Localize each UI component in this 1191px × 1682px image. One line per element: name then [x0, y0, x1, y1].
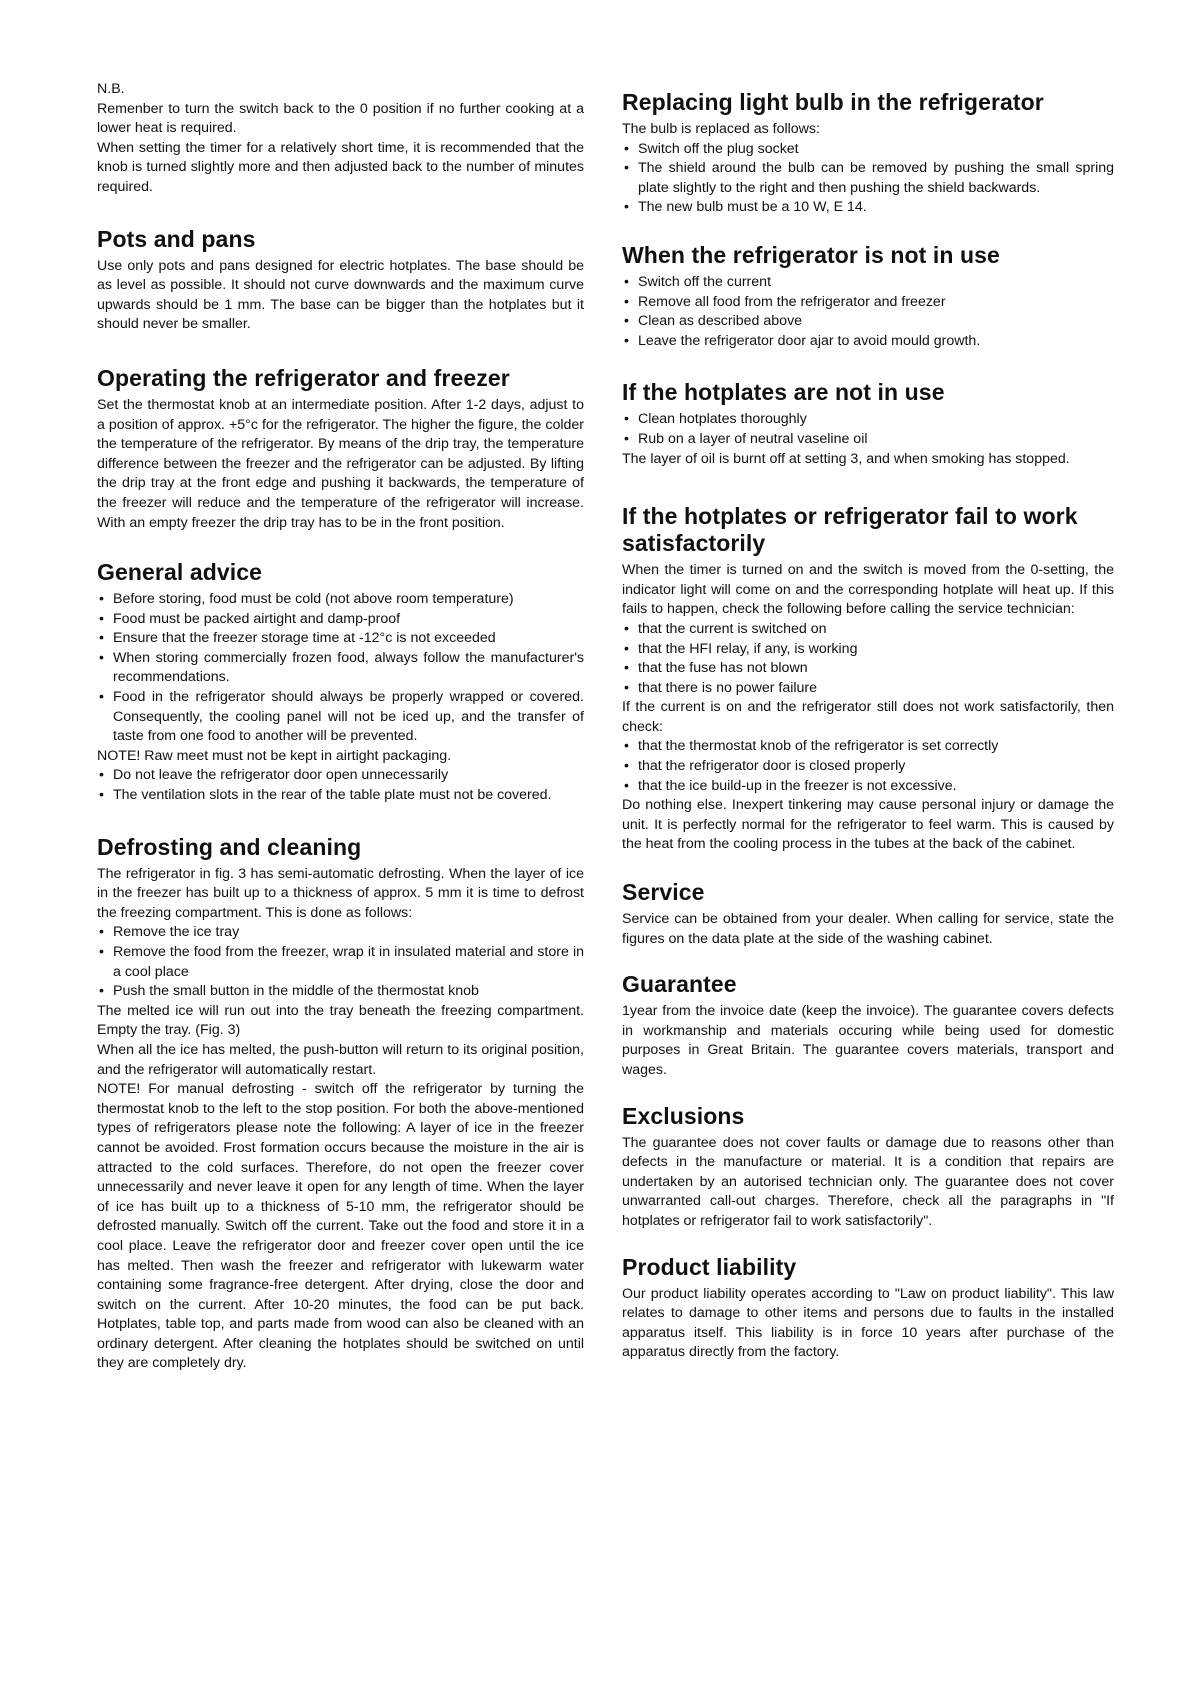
exclusions-heading: Exclusions — [622, 1102, 745, 1129]
list-item: • that the thermostat knob of the refrigerator is set correctly — [622, 737, 1114, 757]
general-advice-list-2 — [97, 766, 584, 805]
list-item: • Switch off the current — [622, 273, 1114, 293]
not-in-use-list — [622, 273, 1114, 351]
defrosting-intro: The refrigerator in fig. 3 has semi-automatic defrosting. When the layer of ice in the freezer has built up to a thickness of approx. 5 mm it is time to defrost the freezing compartment. This is done as follows: — [97, 865, 584, 921]
product-liability-heading: Product liability — [622, 1253, 797, 1280]
operating-text: Set the thermostat knob at an intermediate position. After 1-2 days, adjust to a position of approx. +5°c for the refrigerator. The higher the figure, the colder the temperature of the refrigerator. By means of the drip tray, the temperature difference between the freezer and the refrigerator can be adjusted. By lifting the drip tray at the front edge and pushing it backwards, the temperature of the freezer will reduce and the temperature of the refrigerator will increase. With an empty freezer the drip tray has to be in the front position. — [97, 396, 584, 531]
operating-heading: Operating the refrigerator and freezer — [97, 364, 510, 391]
exclusions-text: The guarantee does not cover faults or damage due to reasons other than defects in the manufacture or material. It is a condition that repairs are undertaken by an autorised technician only. The guarantee does not cover unwarranted call-out charges. Therefore, check all the paragraphs in "If hotplates or refrigerator fail to work satisfactorily". — [622, 1134, 1114, 1229]
nb-section — [97, 80, 584, 198]
product-liability-section — [622, 1254, 1114, 1363]
service-section — [622, 879, 1114, 949]
not-in-use-section — [622, 242, 1114, 351]
product-liability-text: Our product liability operates according to "Law on product liability". This law relates to damage to other items and persons due to faults in the installed apparatus itself. This liability is in force 10 years after purchase of the apparatus directly from the factory. — [622, 1285, 1114, 1361]
list-item: • Before storing, food must be cold (not above room temperature) — [97, 590, 584, 610]
list-item: • Remove the ice tray — [97, 923, 584, 943]
list-item: • that the current is switched on — [622, 620, 1114, 640]
list-item: • that the HFI relay, if any, is working — [622, 640, 1114, 660]
guarantee-text: 1year from the invoice date (keep the invoice). The guarantee covers defects in workmanship and materials occuring while being used for domestic purposes in Great Britain. The guarantee covers materials, transport and wages. — [622, 1003, 1114, 1078]
guarantee-heading: Guarantee — [622, 971, 737, 998]
left-column — [97, 80, 584, 1374]
list-item: • Clean hotplates thoroughly — [622, 410, 1114, 430]
list-item: • Leave the refrigerator door ajar to avoid mould growth. — [622, 332, 1114, 352]
list-item: • When storing commercially frozen food, always follow the manufacturer's recommendations. — [97, 649, 584, 688]
operating-section — [97, 365, 584, 533]
guarantee-section — [622, 971, 1114, 1080]
defrosting-paragraph-3: NOTE! For manual defrosting - switch off the refrigerator by turning the thermostat knob to the left to the stop position. For both the above-mentioned types of refrigerators please note the following: A layer of ice in the freezer cannot be avoided. Frost formation occurs because the moisture in the air is attracted to the cold surfaces. Therefore, do not open the freezer cover unnecessarily and never leave it open for any length of time. When the layer of ice has built up to a thickness of 5-10 mm, the refrigerator should be defrosted manually. Switch off the current. Take out the food and store it in a cool place. Leave the refrigerator door and freezer cover open until the ice has melted. Then wash the freezer and refrigerator with lukewarm water containing some fragrance-free detergent. After drying, close the door and switch on the current. After 10-20 minutes, the food can be put back. Hotplates, table top, and parts made from wood can also be cleaned with an ordinary detergent. After cleaning the hotplates should be switched on until they are completely dry. — [97, 1081, 584, 1372]
fail-to-work-list — [622, 620, 1114, 698]
list-item: • Remove all food from the refrigerator and freezer — [622, 293, 1114, 313]
nb-paragraph-1: Remenber to turn the switch back to the 0 position if no further cooking at a lower heat is required. — [97, 100, 584, 137]
nb-paragraph-2: When setting the timer for a relatively short time, it is recommended that the knob is turned slightly more and then adjusted back to the number of minutes required. — [97, 139, 584, 195]
fail-to-work-intro: When the timer is turned on and the switch is moved from the 0-setting, the indicator light will come on and the corresponding hotplate will heat up. If this fails to happen, check the following before calling the service technician: — [622, 562, 1114, 618]
list-item: • Rub on a layer of neutral vaseline oil — [622, 430, 1114, 450]
list-item: • Food must be packed airtight and damp-proof — [97, 610, 584, 630]
hotplates-not-in-use-section — [622, 379, 1114, 469]
bulb-heading: Replacing light bulb in the refrigerator — [622, 89, 1044, 115]
fail-to-work-mid: If the current is on and the refrigerator still does not work satisfactorily, then check: — [622, 699, 1114, 735]
list-item: • Clean as described above — [622, 312, 1114, 332]
general-advice-heading: General advice — [97, 559, 263, 586]
exclusions-section — [622, 1103, 1114, 1232]
general-advice-note: NOTE! Raw meet must not be kept in airtight packaging. — [97, 747, 452, 764]
pots-section — [97, 226, 584, 335]
defrosting-paragraph-2: When all the ice has melted, the push-button will return to its original position, and the refrigerator will automatically restart. — [97, 1041, 584, 1078]
list-item: • that the ice build-up in the freezer is not excessive. — [622, 777, 1114, 797]
fail-to-work-section — [622, 503, 1114, 855]
not-in-use-heading: When the refrigerator is not in use — [622, 241, 1000, 268]
defrosting-list — [97, 923, 584, 1001]
list-item: • Food in the refrigerator should always be properly wrapped or covered. Consequently, the cooling panel will not be iced up, and the transfer of taste from one food to another will be prevented. — [97, 688, 584, 747]
pots-text: Use only pots and pans designed for electric hotplates. The base should be as level as possible. It should not curve downwards and the maximum curve upwards should be 1 mm. The base can be bigger than the hotplates but it should never be smaller. — [97, 257, 584, 333]
hotplates-list — [622, 410, 1114, 449]
general-advice-list — [97, 590, 584, 747]
service-heading: Service — [622, 879, 705, 906]
list-item: • that the fuse has not blown — [622, 659, 1114, 679]
fail-to-work-outro: Do nothing else. Inexpert tinkering may cause personal injury or damage the unit. It is perfectly normal for the refrigerator to feel warm. This is caused by the heat from the cooling process in the tubes at the back of the cabinet. — [622, 797, 1114, 853]
list-item: • The new bulb must be a 10 W, E 14. — [622, 198, 1114, 218]
fail-to-work-list-2 — [622, 737, 1114, 796]
list-item: • The shield around the bulb can be removed by pushing the small spring plate slightly to the right and then pushing the shield backwards. — [622, 159, 1114, 198]
list-item: • Remove the food from the freezer, wrap it in insulated material and store in a cool place — [97, 943, 584, 982]
bulb-section — [622, 89, 1114, 218]
list-item: • Switch off the plug socket — [622, 140, 1114, 160]
nb-label: N.B. — [97, 81, 125, 97]
list-item: • Push the small button in the middle of the thermostat knob — [97, 982, 584, 1002]
list-item: • Do not leave the refrigerator door open unnecessarily — [97, 766, 584, 786]
list-item: • The ventilation slots in the rear of the table plate must not be covered. — [97, 786, 584, 806]
defrosting-heading: Defrosting and cleaning — [97, 833, 362, 860]
pots-heading: Pots and pans — [97, 225, 256, 252]
hotplates-text: The layer of oil is burnt off at setting 3, and when smoking has stopped. — [622, 450, 1070, 467]
general-advice-section — [97, 559, 584, 806]
hotplates-not-in-use-heading: If the hotplates are not in use — [622, 379, 945, 406]
fail-to-work-heading: If the hotplates or refrigerator fail to work satisfactorily — [622, 503, 1078, 557]
bulb-list — [622, 140, 1114, 218]
bulb-intro: The bulb is replaced as follows: — [622, 121, 820, 137]
service-text: Service can be obtained from your dealer. When calling for service, state the figures on the data plate at the side of the washing cabinet. — [622, 911, 1114, 947]
right-column — [622, 80, 1114, 1363]
list-item: • Ensure that the freezer storage time at -12°c is not exceeded — [97, 629, 584, 649]
defrosting-paragraph-1: The melted ice will run out into the tray beneath the freezing compartment. Empty the tray. (Fig. 3) — [97, 1002, 584, 1039]
list-item: • that there is no power failure — [622, 679, 1114, 699]
defrosting-section — [97, 834, 584, 1374]
list-item: • that the refrigerator door is closed properly — [622, 757, 1114, 777]
